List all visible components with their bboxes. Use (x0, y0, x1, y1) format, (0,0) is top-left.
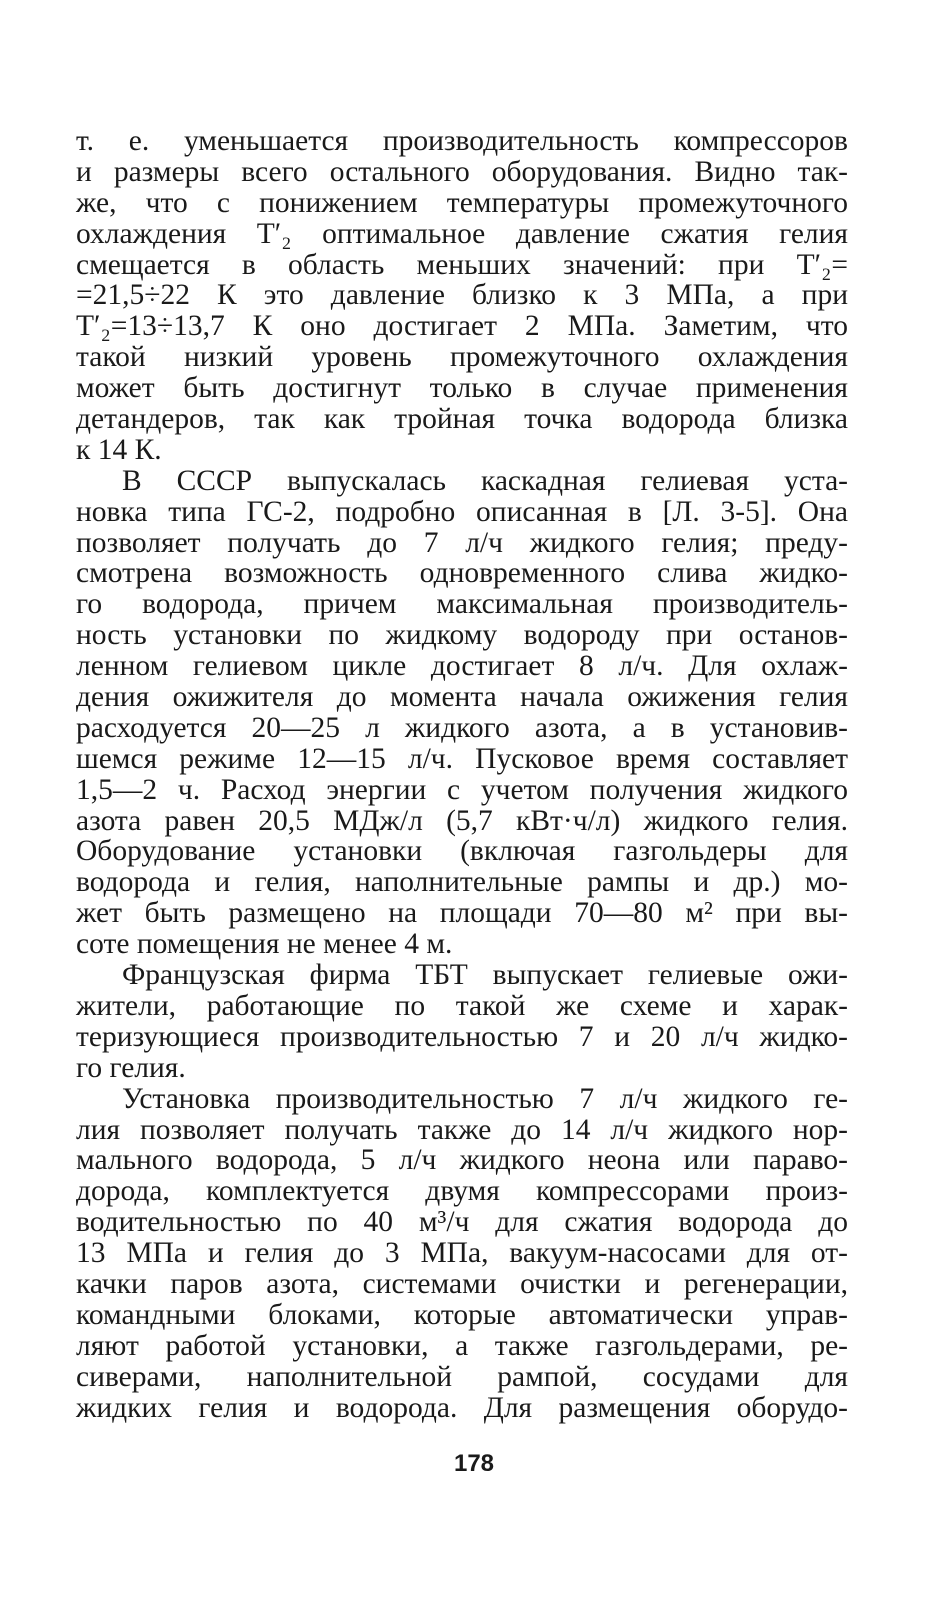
text-line: ленном гелиевом цикле достигает 8 л/ч. Для охлаж- (76, 650, 848, 683)
text-line: смещается в область меньших значений: при T′₂= (76, 248, 848, 281)
page-number: 178 (453, 1450, 495, 1477)
text-line: теризующиеся производительностью 7 и 20 л/ч жидко- (76, 1020, 848, 1053)
text-line: дорода, комплектуется двумя компрессорами произ- (76, 1175, 848, 1208)
text-line: расходуется 20—25 л жидкого азота, а в установив- (76, 711, 848, 744)
text-line: жидких гелия и водорода. Для размещения оборудо- (76, 1391, 848, 1424)
text-line: го водорода, причем максимальная производитель- (76, 588, 848, 621)
text-line: шемся режиме 12—15 л/ч. Пусковое время составляет (76, 742, 848, 775)
text-line: охлаждения T′₂ оптимальное давление сжатия гелия (76, 217, 848, 250)
text-line: дения ожижителя до момента начала ожижения гелия (76, 681, 848, 714)
text-line: Установка производительностью 7 л/ч жидкого ге- (122, 1082, 848, 1115)
text-line: т. е. уменьшается производительность компрессоров (76, 125, 848, 157)
text-line: =21,5÷22 К это давление близко к 3 МПа, а при (76, 279, 848, 312)
text-line: В СССР выпускалась каскадная гелиевая уста- (122, 464, 848, 497)
text-line: ляют работой установки, а также газгольдерами, ре- (76, 1329, 848, 1362)
text-line: соте помещения не менее 4 м. (76, 928, 453, 961)
text-line: 1,5—2 ч. Расход энергии с учетом получения жидкого (76, 773, 848, 806)
text-line: го гелия. (76, 1051, 186, 1084)
text-line: командными блоками, которые автоматически управ- (76, 1298, 848, 1331)
text-line: детандеров, так как тройная точка водорода близка (76, 403, 848, 436)
text-line: и размеры всего остального оборудования. Видно так- (76, 155, 848, 188)
text-line: ность установки по жидкому водороду при останов- (76, 619, 848, 652)
text-line: мального водорода, 5 л/ч жидкого неона или параво- (76, 1144, 848, 1177)
text-line: жет быть размещено на площади 70—80 м² при вы- (76, 897, 848, 930)
text-line: такой низкий уровень промежуточного охлаждения (76, 341, 848, 374)
text-line: качки паров азота, системами очистки и регенерации, (76, 1267, 848, 1300)
text-line: водительностью по 40 м³/ч для сжатия водорода до (76, 1206, 848, 1239)
text-line: азота равен 20,5 МДж/л (5,7 кВт·ч/л) жидкого гелия. (76, 804, 848, 837)
text-line: же, что с понижением температуры промежуточного (76, 186, 848, 219)
text-line: смотрена возможность одновременного слива жидко- (76, 557, 848, 590)
text-line: сиверами, наполнительной рампой, сосудами для (76, 1360, 848, 1393)
text-line: Оборудование установки (включая газгольдеры для (76, 835, 848, 868)
text-line: Французская фирма ТБТ выпускает гелиевые ожи- (122, 959, 848, 992)
text-line: T′₂=13÷13,7 К оно достигает 2 МПа. Заметим, что (76, 310, 848, 343)
text-line: 13 МПа и гелия до 3 МПа, вакуум-насосами для от- (76, 1237, 848, 1270)
text-line: новка типа ГС-2, подробно описанная в [Л. 3-5]. Она (76, 495, 848, 528)
text-line: водорода и гелия, наполнительные рампы и др.) мо- (76, 866, 848, 899)
text-line: может быть достигнут только в случае применения (76, 372, 848, 405)
text-line: жители, работающие по такой же схеме и харак- (76, 989, 848, 1022)
page-body (76, 126, 848, 1423)
text-line: к 14 К. (76, 433, 162, 466)
text-line: лия позволяет получать также до 14 л/ч жидкого нор- (76, 1113, 848, 1146)
text-line: позволяет получать до 7 л/ч жидкого гелия; преду- (76, 526, 848, 559)
